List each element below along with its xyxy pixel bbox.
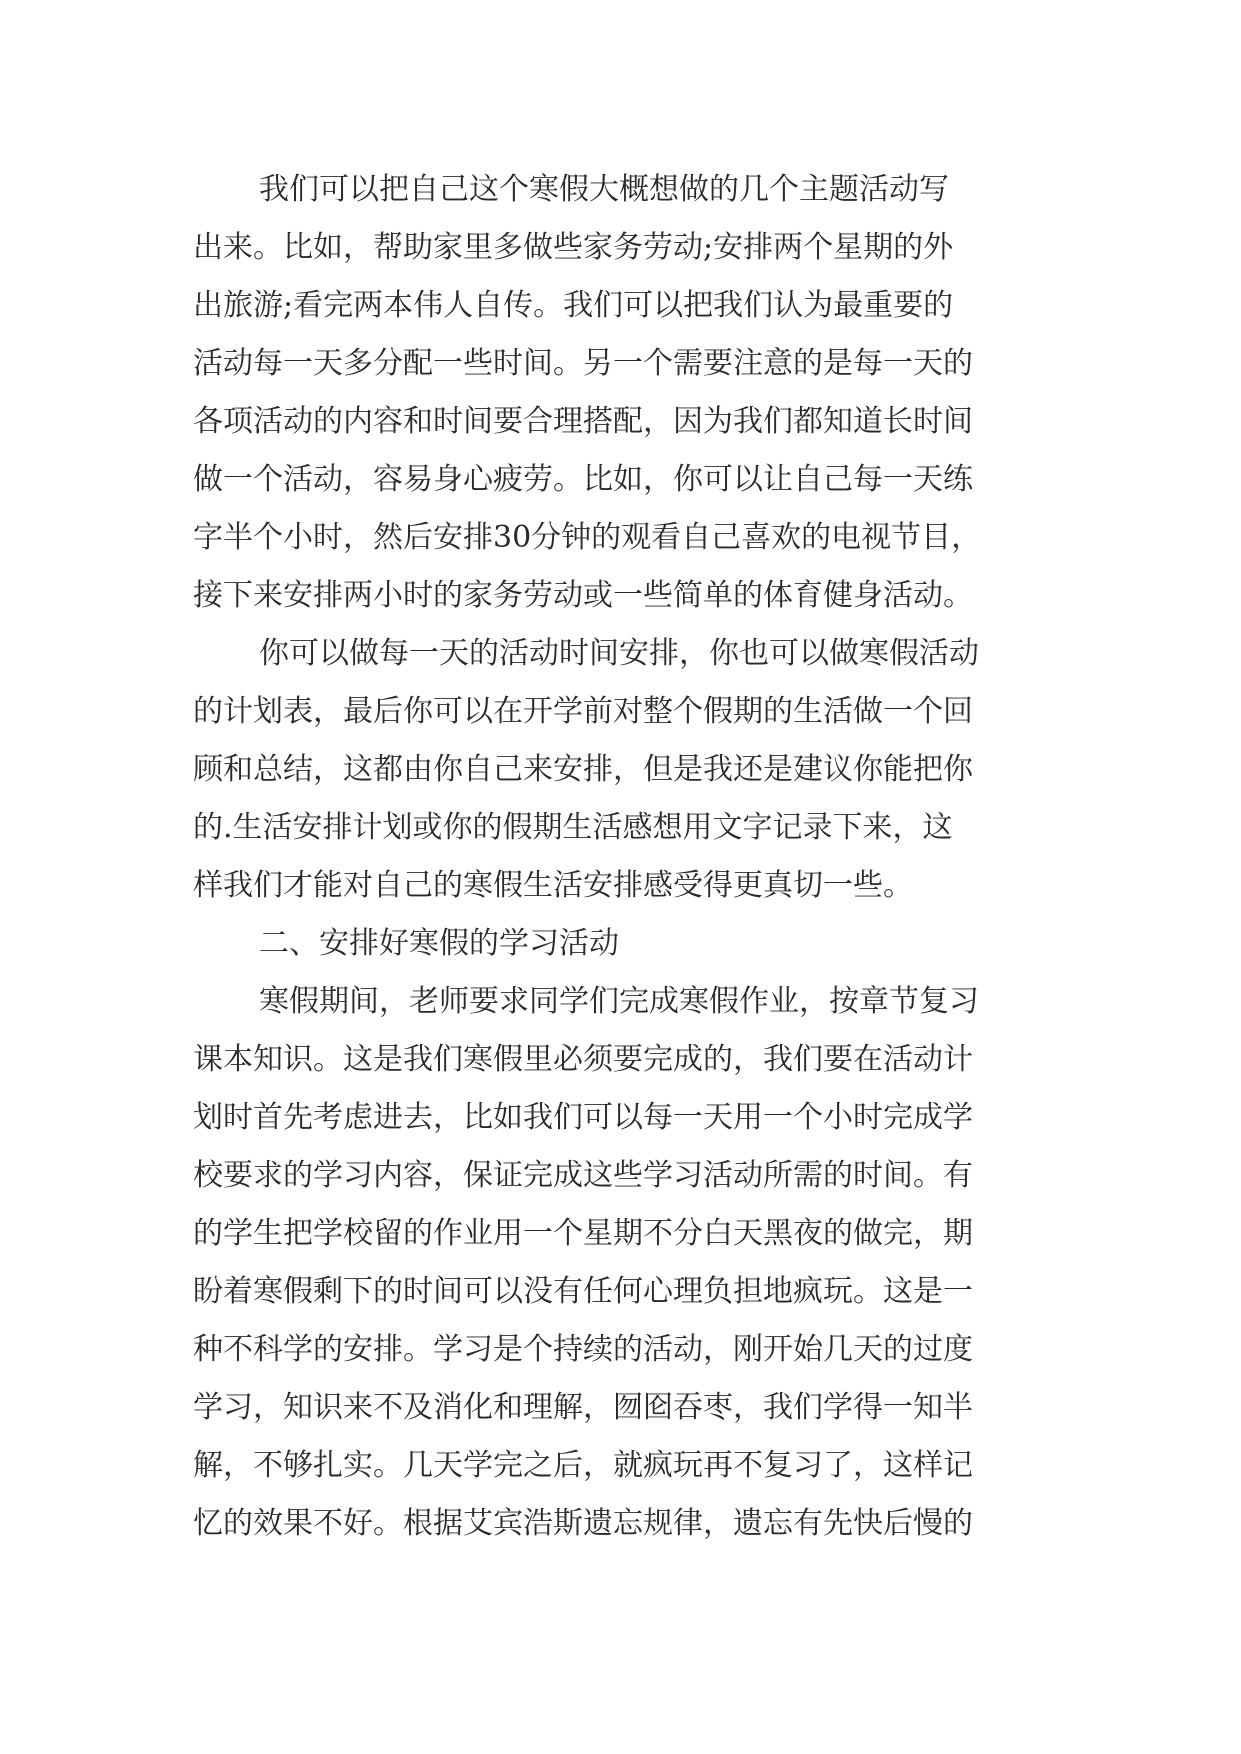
paragraph-line: 划时首先考虑进去，比如我们可以每一天用一个小时完成学 [193,1100,973,1135]
paragraph-line: 各项活动的内容和时间要合理搭配，因为我们都知道长时间 [193,404,973,439]
paragraph-line: 课本知识。这是我们寒假里必须要完成的，我们要在活动计 [193,1042,973,1077]
paragraph-line: 顾和总结，这都由你自己来安排，但是我还是建议你能把你 [193,752,973,787]
paragraph-line: 出旅游;看完两本伟人自传。我们可以把我们认为最重要的 [193,288,954,323]
paragraph-line: 做一个活动，容易身心疲劳。比如，你可以让自己每一天练 [193,462,973,497]
paragraph-line: 盼着寒假剩下的时间可以没有任何心理负担地疯玩。这是一 [193,1274,973,1309]
paragraph-line: 我们可以把自己这个寒假大概想做的几个主题活动写 [259,172,949,207]
paragraph-line: 学习，知识来不及消化和理解，囫囵吞枣，我们学得一知半 [193,1390,973,1425]
paragraph-line: 活动每一天多分配一些时间。另一个需要注意的是每一天的 [193,346,973,381]
paragraph-line: 忆的效果不好。根据艾宾浩斯遗忘规律，遗忘有先快后慢的 [193,1506,973,1541]
paragraph-line: 解，不够扎实。几天学完之后，就疯玩再不复习了，这样记 [193,1448,973,1483]
paragraph-line: 的计划表，最后你可以在开学前对整个假期的生活做一个回 [193,694,973,729]
paragraph-line: 的.生活安排计划或你的假期生活感想用文字记录下来，这 [193,810,953,845]
paragraph-line: 你可以做每一天的活动时间安排，你也可以做寒假活动 [259,636,979,671]
section-heading: 二、安排好寒假的学习活动 [259,926,619,961]
paragraph-line: 校要求的学习内容，保证完成这些学习活动所需的时间。有 [193,1158,973,1193]
paragraph-line: 种不科学的安排。学习是个持续的活动，刚开始几天的过度 [193,1332,973,1367]
paragraph-line: 接下来安排两小时的家务劳动或一些简单的体育健身活动。 [193,578,973,613]
paragraph-line: 寒假期间，老师要求同学们完成寒假作业，按章节复习 [259,984,979,1019]
paragraph-line: 的学生把学校留的作业用一个星期不分白天黑夜的做完，期 [193,1216,973,1251]
paragraph-line: 样我们才能对自己的寒假生活安排感受得更真切一些。 [193,868,913,903]
paragraph-line: 出来。比如，帮助家里多做些家务劳动;安排两个星期的外 [193,230,954,265]
paragraph-line: 字半个小时，然后安排30分钟的观看自己喜欢的电视节目， [193,520,982,555]
